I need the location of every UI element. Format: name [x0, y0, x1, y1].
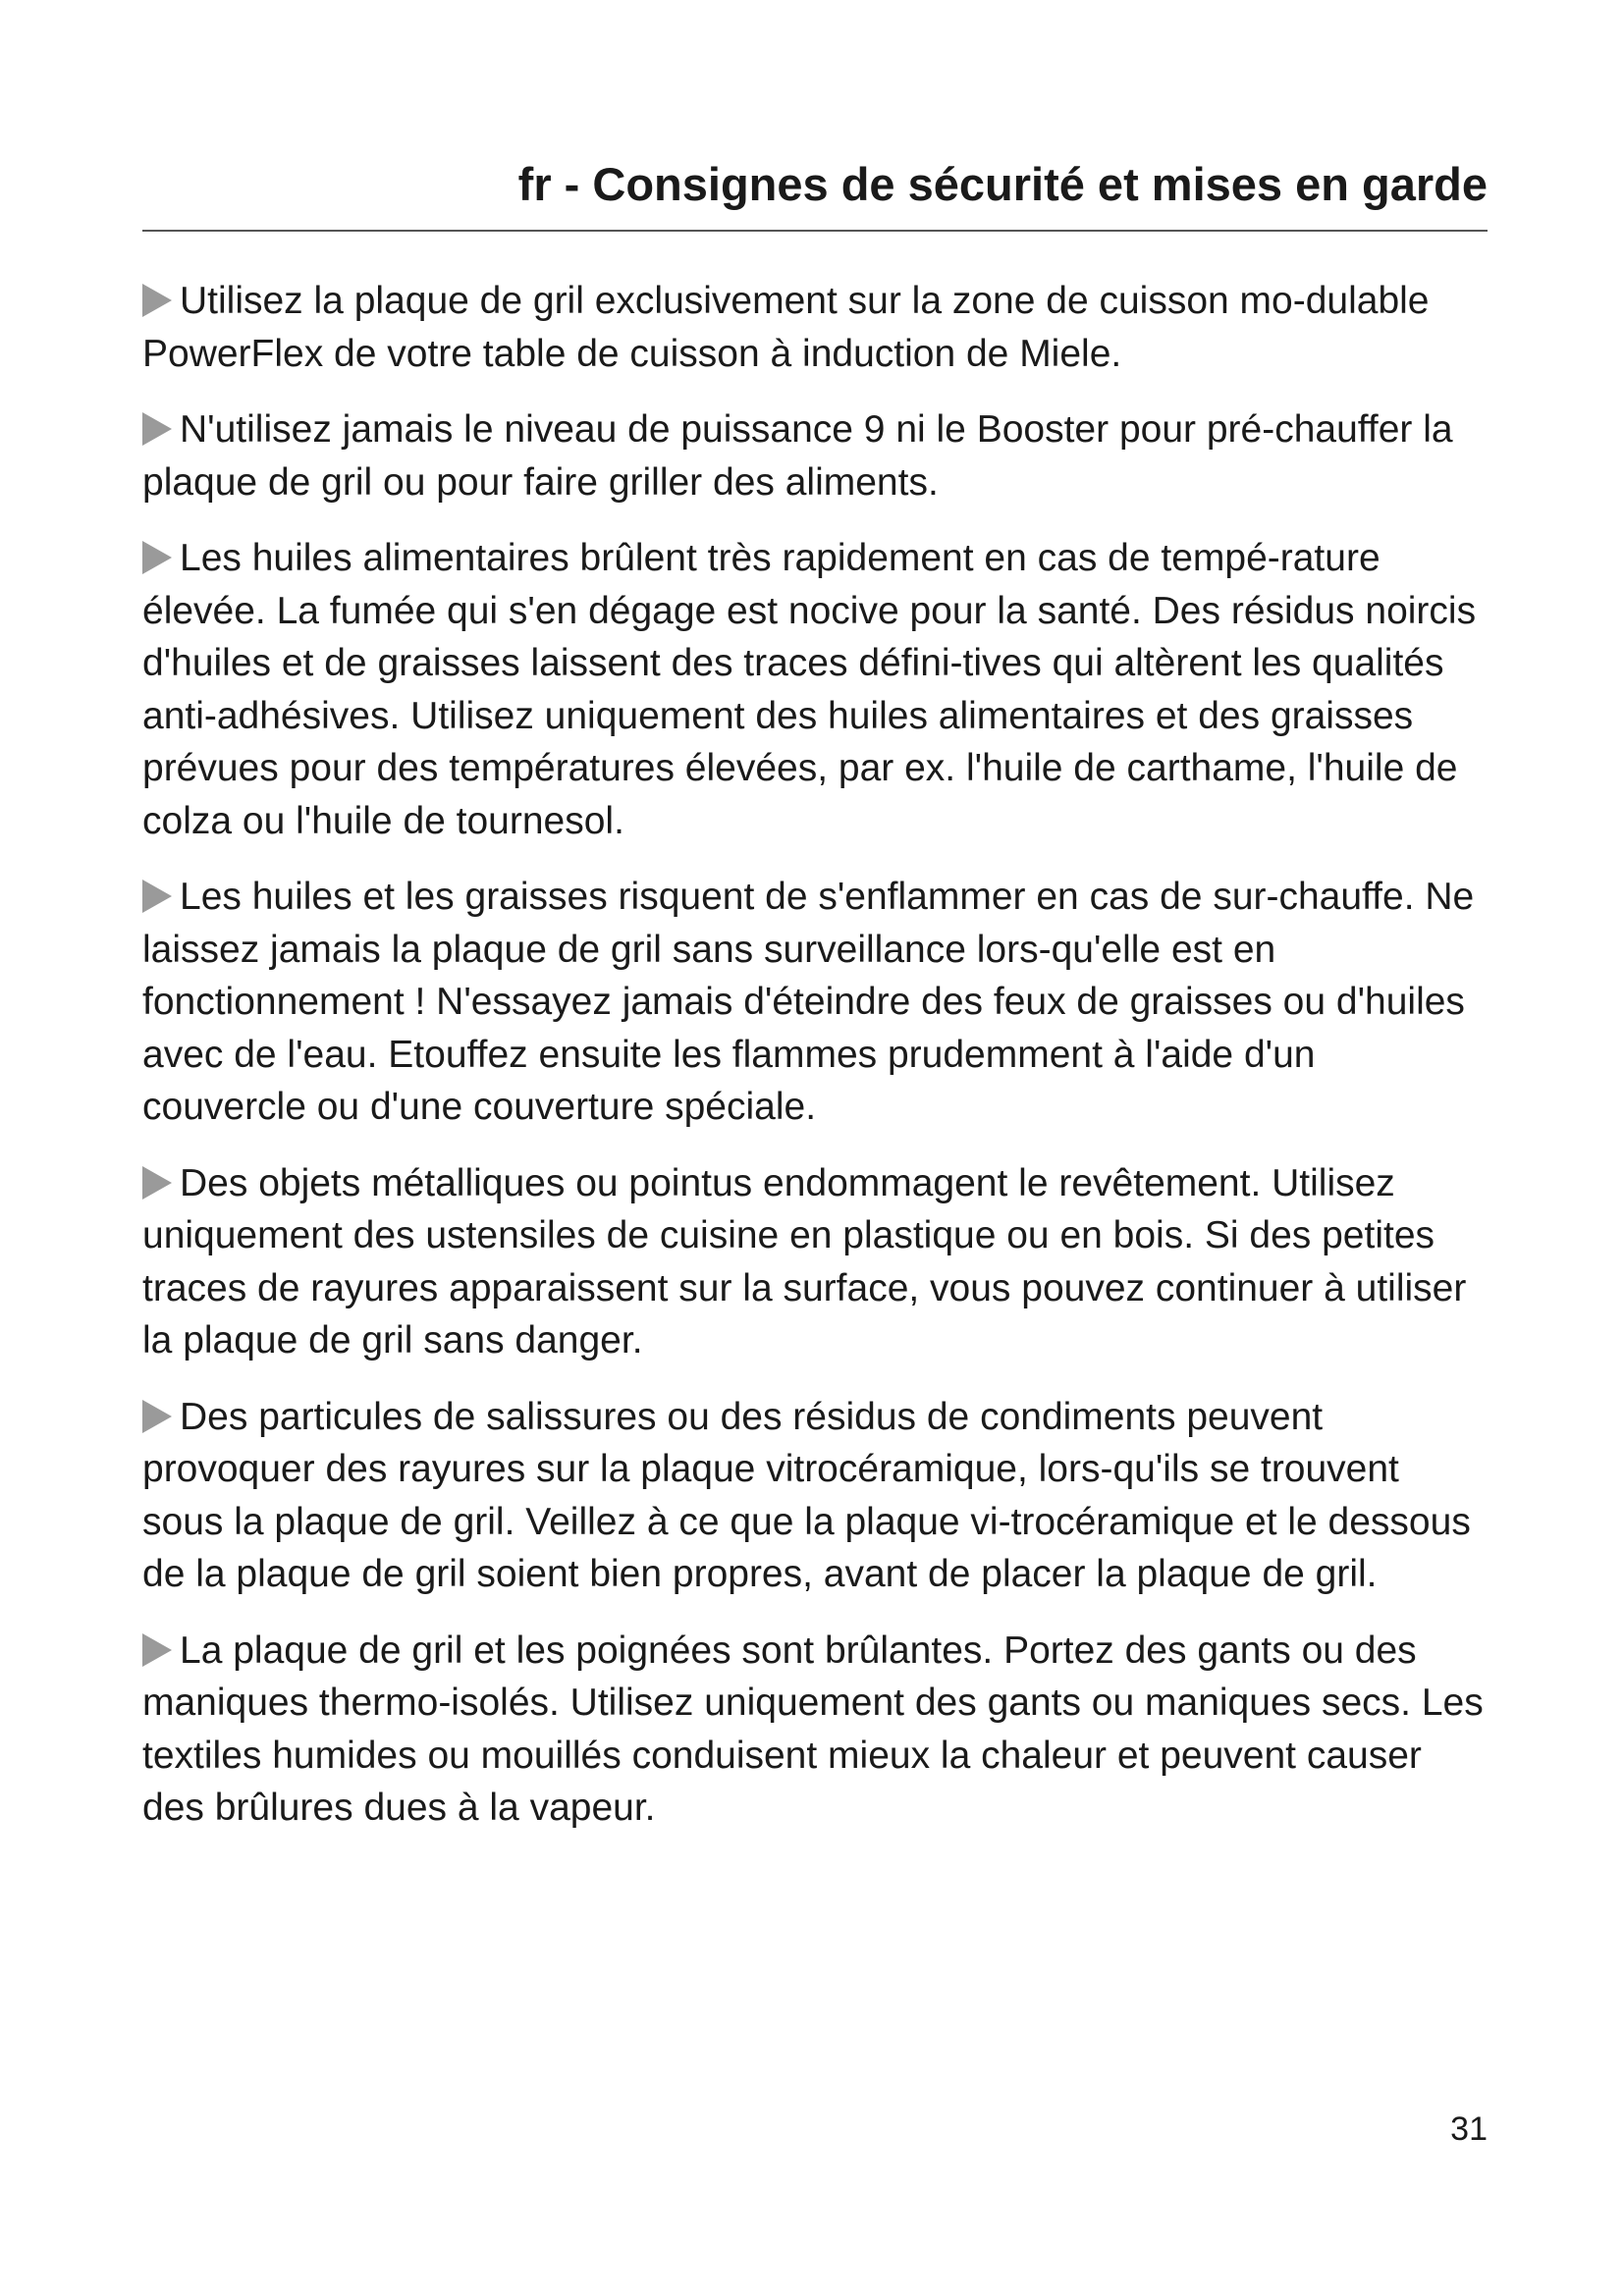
- warning-text: Des particules de salissures ou des résidus de condiments peuvent provoquer des rayures sur la plaque vitrocéramique, lors-qu'ils se trouvent sous la plaque de gril. Veillez à ce que la plaque vi-trocéramique et le dessous de la plaque de gril soient bien propres, avant de placer la plaque de gril.: [142, 1395, 1471, 1595]
- page-title: fr - Consignes de sécurité et mises en garde: [517, 158, 1488, 210]
- warning-text: Les huiles et les graisses risquent de s'enflammer en cas de sur-chauffe. Ne laissez jamais la plaque de gril sans surveillance lors-qu'elle est en fonctionnement ! N'essayez jamais d'éteindre des feux de graisses ou d'huiles avec de l'eau. Etouffez ensuite les flammes prudemment à l'aide d'un couvercle ou d'une couverture spéciale.: [142, 876, 1475, 1128]
- arrow-icon: [142, 1166, 172, 1200]
- warning-text: Les huiles alimentaires brûlent très rapidement en cas de tempé-rature élevée. La fumée qui s'en dégage est nocive pour la santé. Des résidus noircis d'huiles et de graisses laissent des traces défini-tives qui altèrent les qualités anti-adhésives. Utilisez uniquement des huiles alimentaires et des graisses prévues pour des températures élevées, par ex. l'huile de carthame, l'huile de colza ou l'huile de tournesol.: [142, 537, 1477, 842]
- arrow-icon: [142, 412, 172, 446]
- page-number: 31: [1450, 2110, 1488, 2148]
- warning-item: [142, 1391, 1488, 1601]
- warning-item: [142, 403, 1488, 508]
- warning-text: La plaque de gril et les poignées sont brûlantes. Portez des gants ou des maniques thermo-isolés. Utilisez uniquement des gants ou maniques secs. Les textiles humides ou mouillés conduisent mieux la chaleur et peuvent causer des brûlures dues à la vapeur.: [142, 1629, 1484, 1829]
- arrow-icon: [142, 1400, 172, 1433]
- warning-item: [142, 275, 1488, 380]
- warning-text: Utilisez la plaque de gril exclusivement sur la zone de cuisson mo-dulable PowerFlex de votre table de cuisson à induction de Miele.: [142, 280, 1430, 375]
- warning-item: [142, 871, 1488, 1134]
- warning-item: [142, 532, 1488, 847]
- page-header: [142, 155, 1488, 232]
- arrow-icon: [142, 880, 172, 913]
- warnings-list: [142, 275, 1488, 1858]
- arrow-icon: [142, 1633, 172, 1667]
- warning-text: N'utilisez jamais le niveau de puissance 9 ni le Booster pour pré-chauffer la plaque de gril ou pour faire griller des aliments.: [142, 408, 1453, 504]
- arrow-icon: [142, 541, 172, 574]
- warning-item: [142, 1157, 1488, 1367]
- warning-item: [142, 1625, 1488, 1835]
- arrow-icon: [142, 284, 172, 317]
- warning-text: Des objets métalliques ou pointus endommagent le revêtement. Utilisez uniquement des ustensiles de cuisine en plastique ou en bois. Si des petites traces de rayures apparaissent sur la surface, vous pouvez continuer à utiliser la plaque de gril sans danger.: [142, 1161, 1467, 1362]
